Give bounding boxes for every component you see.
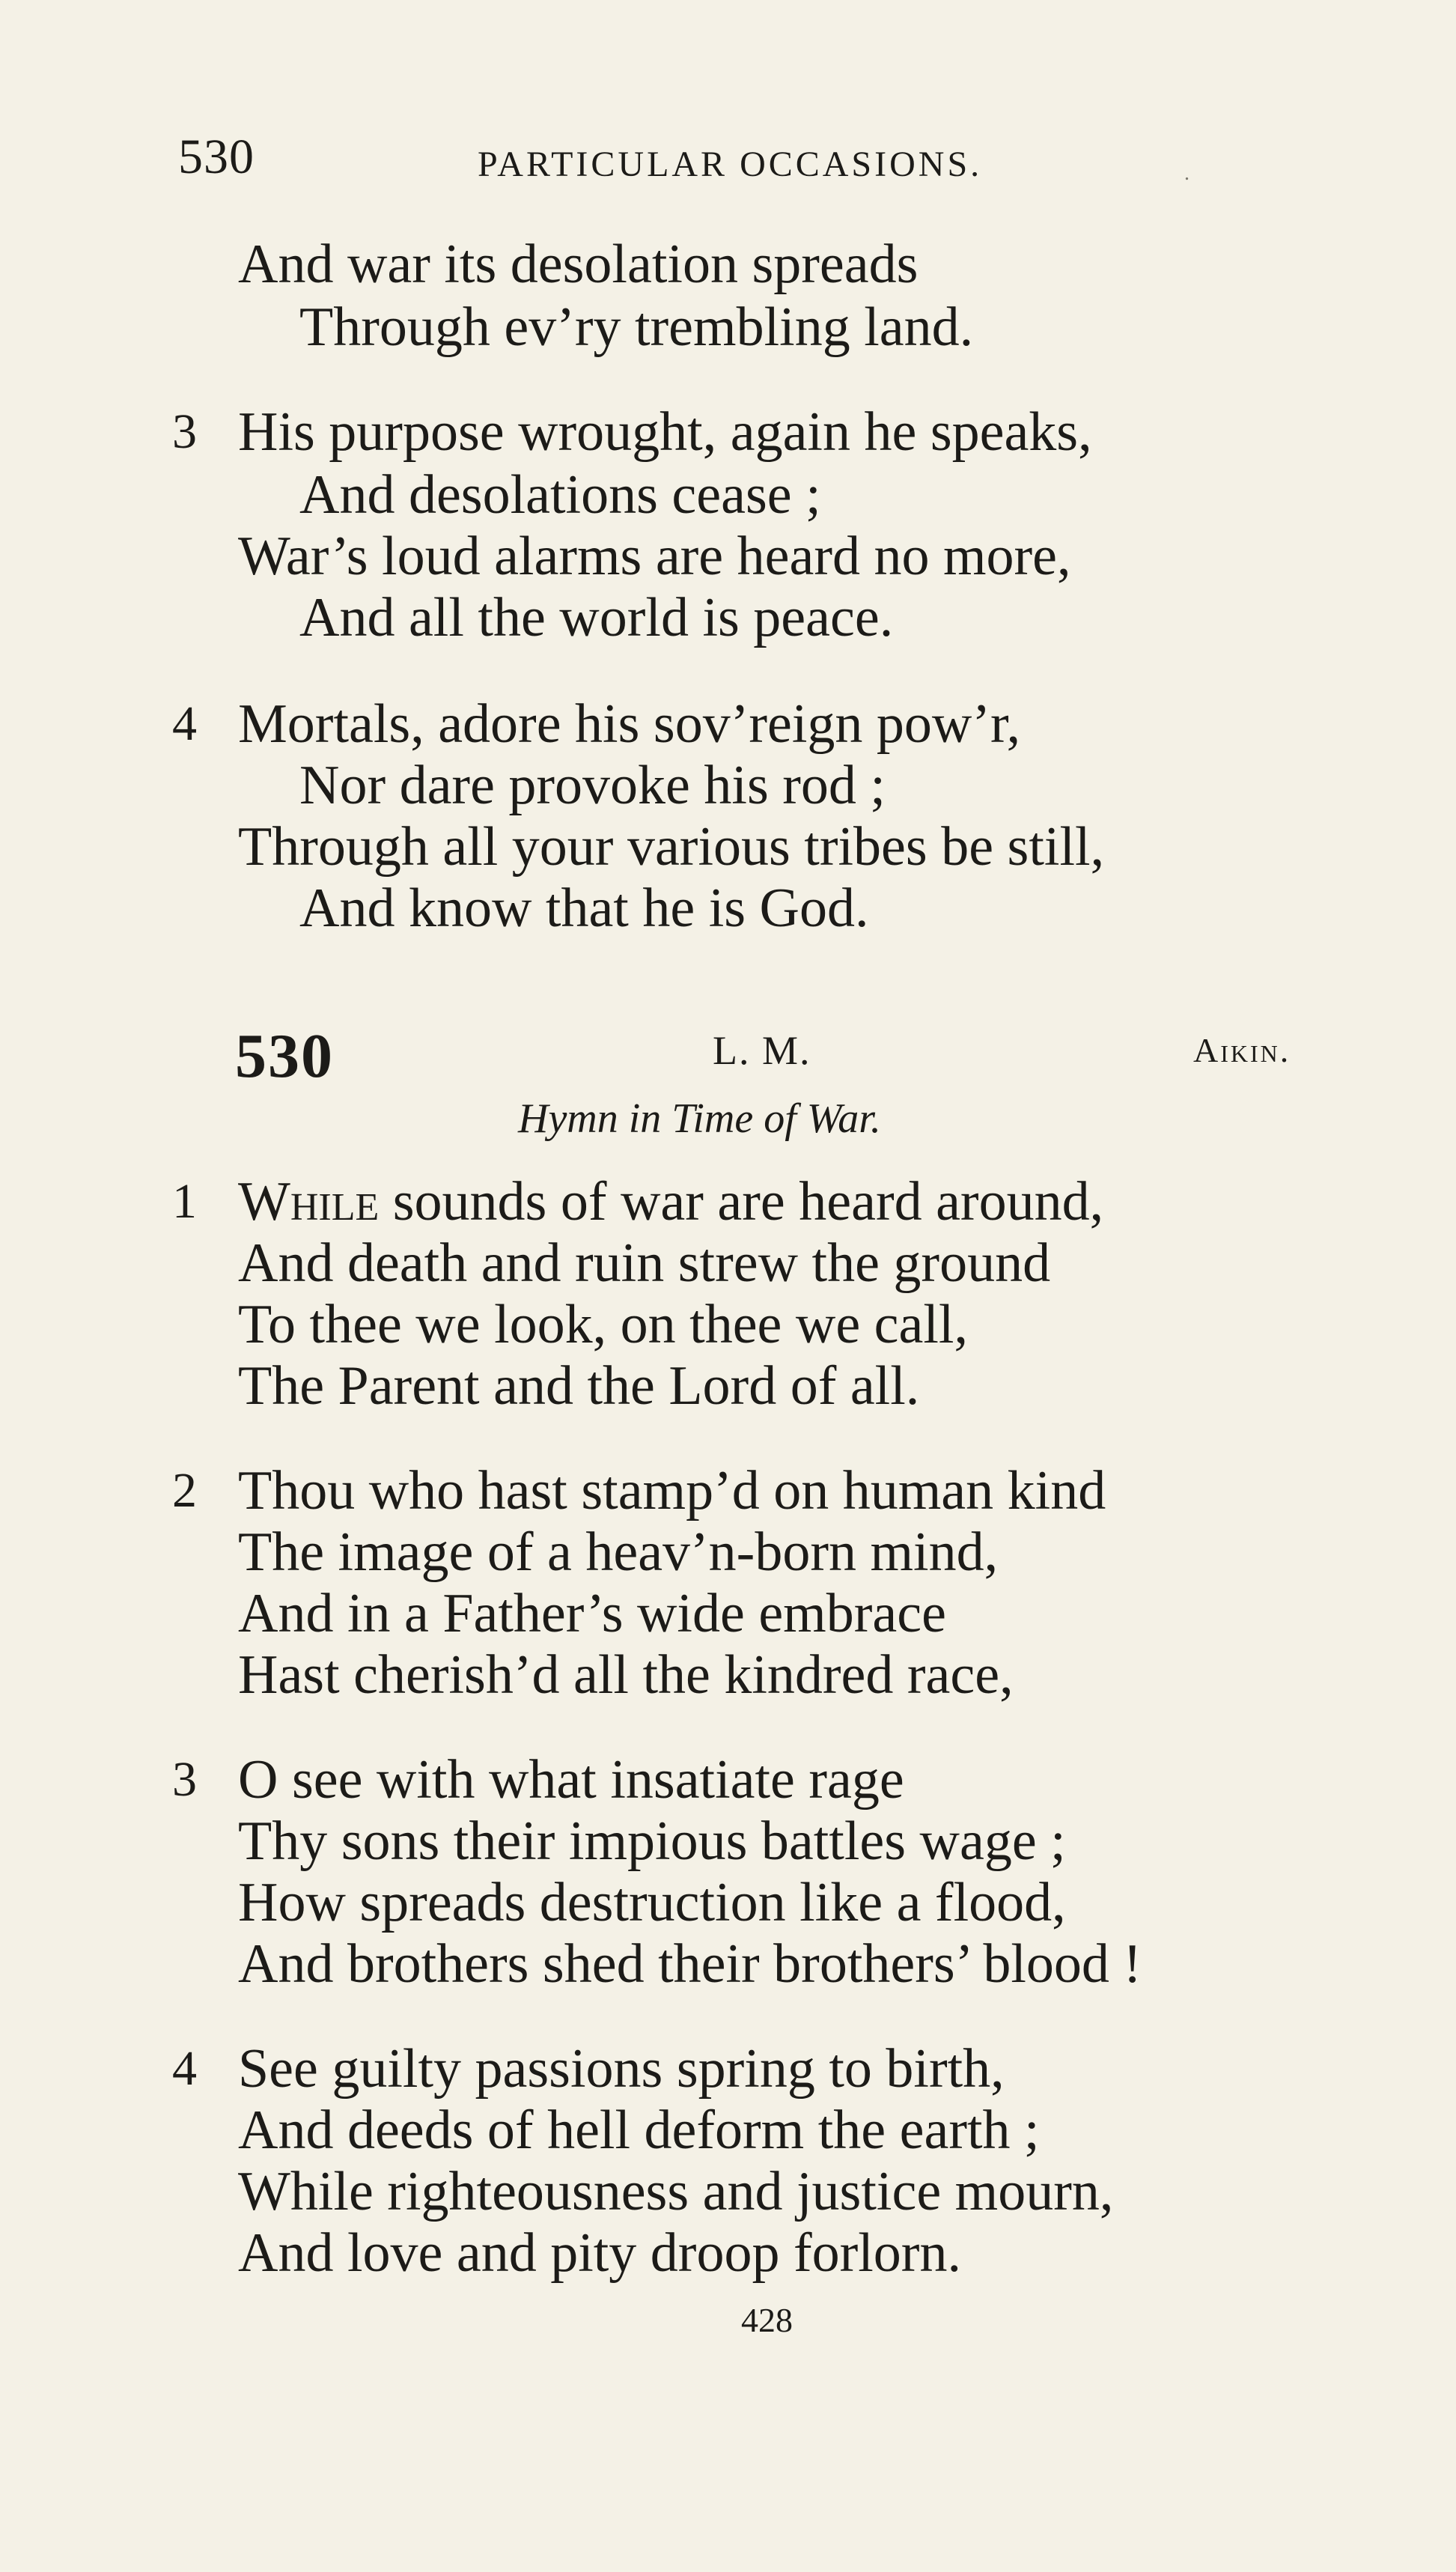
verse-line: And all the world is peace.: [299, 587, 894, 648]
verse-line: And deeds of hell deform the earth ;: [238, 2100, 1040, 2161]
verse-line: The Parent and the Lord of all.: [238, 1355, 920, 1417]
running-title: PARTICULAR OCCASIONS.: [478, 145, 983, 184]
verse-line: And death and ruin strew the ground: [238, 1232, 1051, 1294]
stanza-number: 4: [172, 696, 197, 751]
verse-line: And desolations cease ;: [299, 464, 821, 526]
verse-line: Nor dare provoke his rod ;: [299, 755, 886, 816]
verse-line: War’s loud alarms are heard no more,: [238, 526, 1071, 587]
stanza-number: 3: [172, 1752, 197, 1807]
verse-line: Thou who hast stamp’d on human kind: [238, 1460, 1106, 1521]
first-line-rest: sounds of war are heard around,: [379, 1171, 1104, 1232]
stanza-number: 1: [172, 1174, 197, 1229]
verse-line: Through ev’ry trembling land.: [299, 297, 974, 358]
verse-line: To thee we look, on thee we call,: [238, 1294, 968, 1355]
page-number: 530: [178, 130, 255, 184]
stanza-number: 2: [172, 1463, 197, 1518]
hymn-number: 530: [235, 1021, 334, 1091]
verse-line: And in a Father’s wide embrace: [238, 1583, 946, 1644]
stanza-number: 4: [172, 2041, 197, 2096]
first-word: While: [238, 1171, 380, 1232]
verse-line: And brothers shed their brothers’ blood !: [238, 1933, 1142, 1995]
verse-line: How spreads destruction like a flood,: [238, 1872, 1066, 1933]
header-mark: .: [1184, 162, 1190, 185]
verse-line: Hast cherish’d all the kindred race,: [238, 1644, 1014, 1706]
hymn-subtitle: Hymn in Time of War.: [518, 1095, 881, 1142]
verse-line: Mortals, adore his sov’reign pow’r,: [238, 693, 1021, 755]
verse-line: While righteousness and justice mourn,: [238, 2161, 1114, 2222]
verse-line: Through all your various tribes be still,: [238, 816, 1105, 878]
verse-line: O see with what insatiate rage: [238, 1749, 904, 1811]
verse-line: And know that he is God.: [299, 878, 869, 939]
verse-line: See guilty passions spring to birth,: [238, 2038, 1005, 2100]
verse-line: And love and pity droop forlorn.: [238, 2222, 961, 2284]
hymn-meter: L. M.: [713, 1028, 811, 1073]
stanza-number: 3: [172, 404, 197, 459]
folio-number: 428: [741, 2301, 793, 2339]
verse-line: His purpose wrought, again he speaks,: [238, 401, 1092, 463]
verse-line: Thy sons their impious battles wage ;: [238, 1811, 1066, 1872]
verse-line: And war its desolation spreads: [238, 234, 919, 295]
verse-line: [238, 1171, 1104, 1232]
hymn-author: Aikin.: [1193, 1031, 1291, 1069]
verse-line: The image of a heav’n-born mind,: [238, 1521, 999, 1583]
